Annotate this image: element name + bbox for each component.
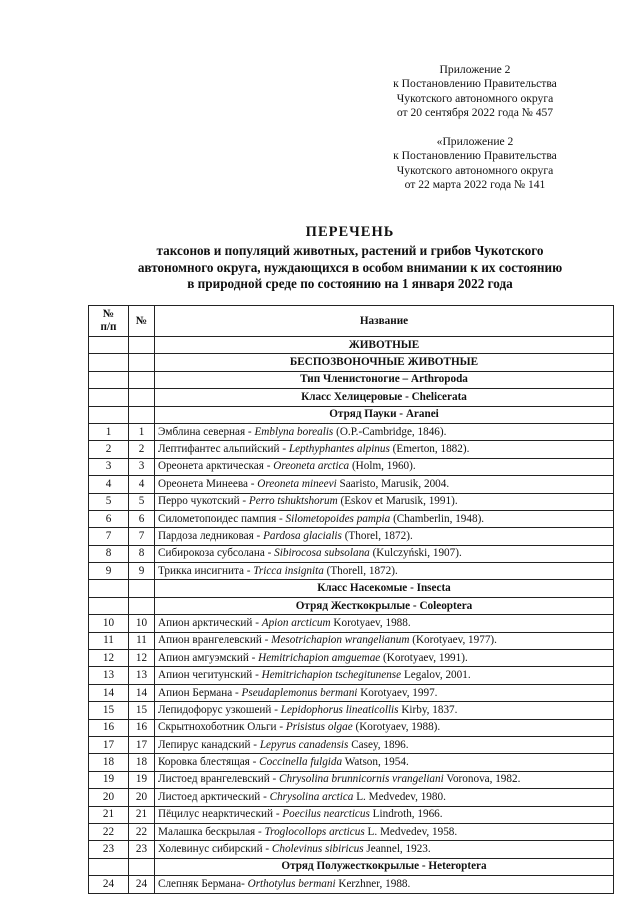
taxon-authority: Jeannel, 1923. [363,843,431,856]
document-subtitle-line: в природной среде по состоянию на 1 января 2022 года [187,276,513,291]
table-row [89,563,614,580]
table-row [89,510,614,527]
table-row [89,615,614,632]
empty-cell [89,580,129,597]
empty-cell [129,371,155,388]
item-number: 8 [129,545,155,562]
taxon-name [155,684,614,701]
russian-name: Малашка бескрылая - [158,825,265,838]
taxon-name [155,823,614,840]
table-row [89,545,614,562]
attachment-previous [340,135,610,192]
section-title: Класс Насекомые - Insecta [155,580,614,597]
table-section-row [89,580,614,597]
taxon-authority: Voronova, 1982. [443,773,521,786]
russian-name: Апион амгуэмский - [158,651,259,664]
serial-number: 8 [89,545,129,562]
table-header-row [89,306,614,337]
table-section-row [89,354,614,371]
table-section-row [89,371,614,388]
taxon-authority: Saaristo, Marusik, 2004. [336,477,450,490]
russian-name: Ореонета арктическая - [158,460,274,473]
taxon-name [155,493,614,510]
table-row [89,823,614,840]
serial-number: 3 [89,458,129,475]
empty-cell [129,580,155,597]
empty-cell [129,337,155,354]
table-body [89,337,614,894]
item-number: 19 [129,771,155,788]
taxon-authority: Casey, 1896. [348,738,409,751]
latin-name: Chrysolina arctica [269,790,354,803]
attachment-line: к Постановлению Правительства [393,77,557,91]
table-row [89,667,614,684]
taxon-authority: (Korotyaev, 1988). [352,721,441,734]
document-subtitle-line: автономного округа, нуждающихся в особом внимании к их состоянию [137,259,563,275]
taxon-authority: (Thorel, 1872). [341,529,413,542]
russian-name: Слепняк Бермана- [158,877,248,890]
taxon-name [155,841,614,858]
item-number: 17 [129,736,155,753]
taxon-name [155,789,614,806]
russian-name: Листоед врангелевский - [158,773,280,786]
taxon-name [155,476,614,493]
attachment-line: Чукотского автономного округа [396,163,554,177]
header-serial-number: № п/п [89,306,129,337]
latin-name: Sibirocosa subsolana [274,547,370,560]
table-row [89,736,614,753]
taxon-authority: Legalov, 2001. [401,669,471,682]
taxon-name [155,458,614,475]
item-number: 1 [129,423,155,440]
taxon-authority: L. Medvedev, 1980. [353,790,446,803]
header-number: № [129,306,155,337]
item-number: 3 [129,458,155,475]
taxon-name [155,510,614,527]
taxon-authority: Watson, 1954. [342,756,409,769]
empty-cell [89,337,129,354]
serial-number: 7 [89,528,129,545]
section-title: Тип Членистоногие – Arthropoda [155,371,614,388]
latin-name: Lepyrus canadensis [259,738,349,751]
serial-number: 9 [89,563,129,580]
russian-name: Апион чегитунский - [158,669,262,682]
russian-name: Трикка инсигнита - [158,564,254,577]
taxon-name [155,754,614,771]
taxon-name [155,771,614,788]
table-row [89,771,614,788]
taxon-name [155,876,614,893]
table-row [89,806,614,823]
item-number: 20 [129,789,155,806]
russian-name: Пёцилус неарктический - [158,808,283,821]
attachment-line: Приложение 2 [439,63,511,76]
serial-number: 6 [89,510,129,527]
latin-name: Lepidophorus lineaticollis [280,703,399,716]
section-title: БЕСПОЗВОНОЧНЫЕ ЖИВОТНЫЕ [155,354,614,371]
serial-number: 22 [89,823,129,840]
document-subtitle-line: таксонов и популяций животных, растений и грибов Чукотского [156,243,544,258]
taxon-name [155,563,614,580]
latin-name: Chrysolina brunnicornis vrangeliani [279,773,444,786]
table-section-row [89,389,614,406]
serial-number: 14 [89,684,129,701]
document-heading [60,224,640,293]
serial-number: 17 [89,736,129,753]
section-title: Отряд Жесткокрылые - Coleoptera [155,597,614,614]
attachment-current [340,63,610,120]
taxon-authority: Kirby, 1837. [398,703,458,716]
russian-name: Лепидофорус узкошеий - [158,703,281,716]
taxon-authority: (Eskov et Marusik, 1991). [337,495,458,508]
table-section-row [89,597,614,614]
serial-number: 21 [89,806,129,823]
taxon-name [155,528,614,545]
russian-name: Апион Бермана - [158,686,242,699]
latin-name: Prisistus olgae [285,721,353,734]
empty-cell [89,354,129,371]
russian-name: Апион врангелевский - [158,634,272,647]
attachment-line: «Приложение 2 [436,135,514,148]
item-number: 23 [129,841,155,858]
taxon-name [155,667,614,684]
empty-cell [89,389,129,406]
russian-name: Эмблина северная - [158,425,255,438]
latin-name: Tricca insignita [253,564,324,577]
table-row [89,632,614,649]
russian-name: Коровка блестящая - [158,756,260,769]
empty-cell [89,406,129,423]
section-title: Отряд Полужесткокрылые - Heteroptera [155,858,614,875]
empty-cell [89,858,129,875]
item-number: 4 [129,476,155,493]
latin-name: Poecilus nearcticus [282,808,370,821]
table-row [89,789,614,806]
table-row [89,423,614,440]
table-row [89,702,614,719]
latin-name: Pardosa glacialis [263,529,342,542]
item-number: 21 [129,806,155,823]
empty-cell [89,597,129,614]
empty-cell [129,389,155,406]
table-row [89,754,614,771]
table-row [89,441,614,458]
russian-name: Листоед арктический - [158,790,270,803]
attachment-line: Чукотского автономного округа [396,91,554,105]
header-name: Название [155,306,614,337]
item-number: 11 [129,632,155,649]
taxon-name [155,615,614,632]
taxon-authority: Korotyaev, 1988. [330,616,411,629]
table-row [89,719,614,736]
table-row [89,684,614,701]
empty-cell [129,597,155,614]
section-title: Отряд Пауки - Araneі [155,406,614,423]
serial-number: 23 [89,841,129,858]
taxon-authority: (Chamberlin, 1948). [390,512,485,525]
taxon-authority: (Korotyaev, 1977). [409,634,497,647]
attachment-line: к Постановлению Правительства [393,149,557,163]
russian-name: Скрытнохоботник Ольги - [158,721,286,734]
russian-name: Перро чукотский - [158,495,249,508]
serial-number: 20 [89,789,129,806]
document-title: ПЕРЕЧЕНЬ [305,224,395,240]
latin-name: Hemitrichapion tschegitunense [261,669,402,682]
serial-number: 12 [89,650,129,667]
taxon-authority: Lindroth, 1966. [369,808,443,821]
taxa-table [88,305,614,894]
table-row [89,841,614,858]
taxon-name [155,702,614,719]
table-section-row [89,858,614,875]
taxon-name [155,441,614,458]
latin-name: Emblyna borealis [254,425,334,438]
latin-name: Oreoneta mineevi [257,477,337,490]
russian-name: Лепирус канадский - [158,738,260,751]
serial-number: 16 [89,719,129,736]
item-number: 16 [129,719,155,736]
item-number: 10 [129,615,155,632]
russian-name: Сибирокоза субсолана - [158,547,275,560]
item-number: 22 [129,823,155,840]
serial-number: 13 [89,667,129,684]
attachment-line: от 20 сентября 2022 года № 457 [396,105,554,119]
item-number: 2 [129,441,155,458]
item-number: 18 [129,754,155,771]
item-number: 7 [129,528,155,545]
serial-number: 10 [89,615,129,632]
item-number: 12 [129,650,155,667]
item-number: 13 [129,667,155,684]
taxon-name [155,545,614,562]
serial-number: 24 [89,876,129,893]
russian-name: Силометопоидес пампия - [158,512,286,525]
latin-name: Lepthyphantes alpinus [288,443,390,456]
russian-name: Лептифантес альпийский - [158,443,289,456]
latin-name: Apion arcticum [261,616,331,629]
taxon-authority: (Thorell, 1872). [323,564,398,577]
empty-cell [129,858,155,875]
serial-number: 1 [89,423,129,440]
latin-name: Oreoneta arctica [273,460,350,473]
empty-cell [129,406,155,423]
latin-name: Coccinella fulgida [259,756,343,769]
table-row [89,458,614,475]
latin-name: Pseudaplemonus bermani [241,686,358,699]
latin-name: Hemitrichapion amguemae [258,651,381,664]
russian-name: Апион арктический - [158,616,262,629]
item-number: 14 [129,684,155,701]
serial-number: 5 [89,493,129,510]
taxon-authority: Kerzhner, 1988. [335,877,411,890]
latin-name: Silometopoides pampia [285,512,391,525]
table-section-row [89,337,614,354]
table-row [89,650,614,667]
table-row [89,476,614,493]
serial-number: 4 [89,476,129,493]
table-row [89,493,614,510]
russian-name: Ореонета Минеева - [158,477,258,490]
latin-name: Perro tshuktshorum [248,495,338,508]
taxon-authority: Korotyaev, 1997. [357,686,438,699]
russian-name: Холевинус сибирский - [158,843,272,856]
taxon-name [155,736,614,753]
taxon-authority: (Holm, 1960). [349,460,416,473]
taxon-authority: (O.P.-Cambridge, 1846). [333,425,447,438]
table-row [89,876,614,893]
empty-cell [89,371,129,388]
table-section-row [89,406,614,423]
taxon-authority: (Emerton, 1882). [389,443,470,456]
item-number: 6 [129,510,155,527]
empty-cell [129,354,155,371]
russian-name: Пардоза ледниковая - [158,529,264,542]
serial-number: 19 [89,771,129,788]
taxon-name [155,806,614,823]
taxon-name [155,423,614,440]
taxon-authority: (Korotyaev, 1991). [380,651,468,664]
taxon-name [155,719,614,736]
section-title: ЖИВОТНЫЕ [155,337,614,354]
item-number: 5 [129,493,155,510]
item-number: 9 [129,563,155,580]
serial-number: 18 [89,754,129,771]
taxon-name [155,650,614,667]
item-number: 24 [129,876,155,893]
latin-name: Cholevinus sibiricus [271,843,364,856]
serial-number: 11 [89,632,129,649]
item-number: 15 [129,702,155,719]
taxon-name [155,632,614,649]
taxon-authority: (Kulczyński, 1907). [369,547,462,560]
taxon-authority: L. Medvedev, 1958. [364,825,458,838]
latin-name: Orthotylus bermani [247,877,336,890]
serial-number: 15 [89,702,129,719]
attachment-line: от 22 марта 2022 года № 141 [404,177,546,191]
serial-number: 2 [89,441,129,458]
latin-name: Troglocollops arcticus [264,825,365,838]
section-title: Класс Хелицеровые - Chelicerata [155,389,614,406]
table-row [89,528,614,545]
latin-name: Mesotrichapion wrangelianum [271,634,410,647]
